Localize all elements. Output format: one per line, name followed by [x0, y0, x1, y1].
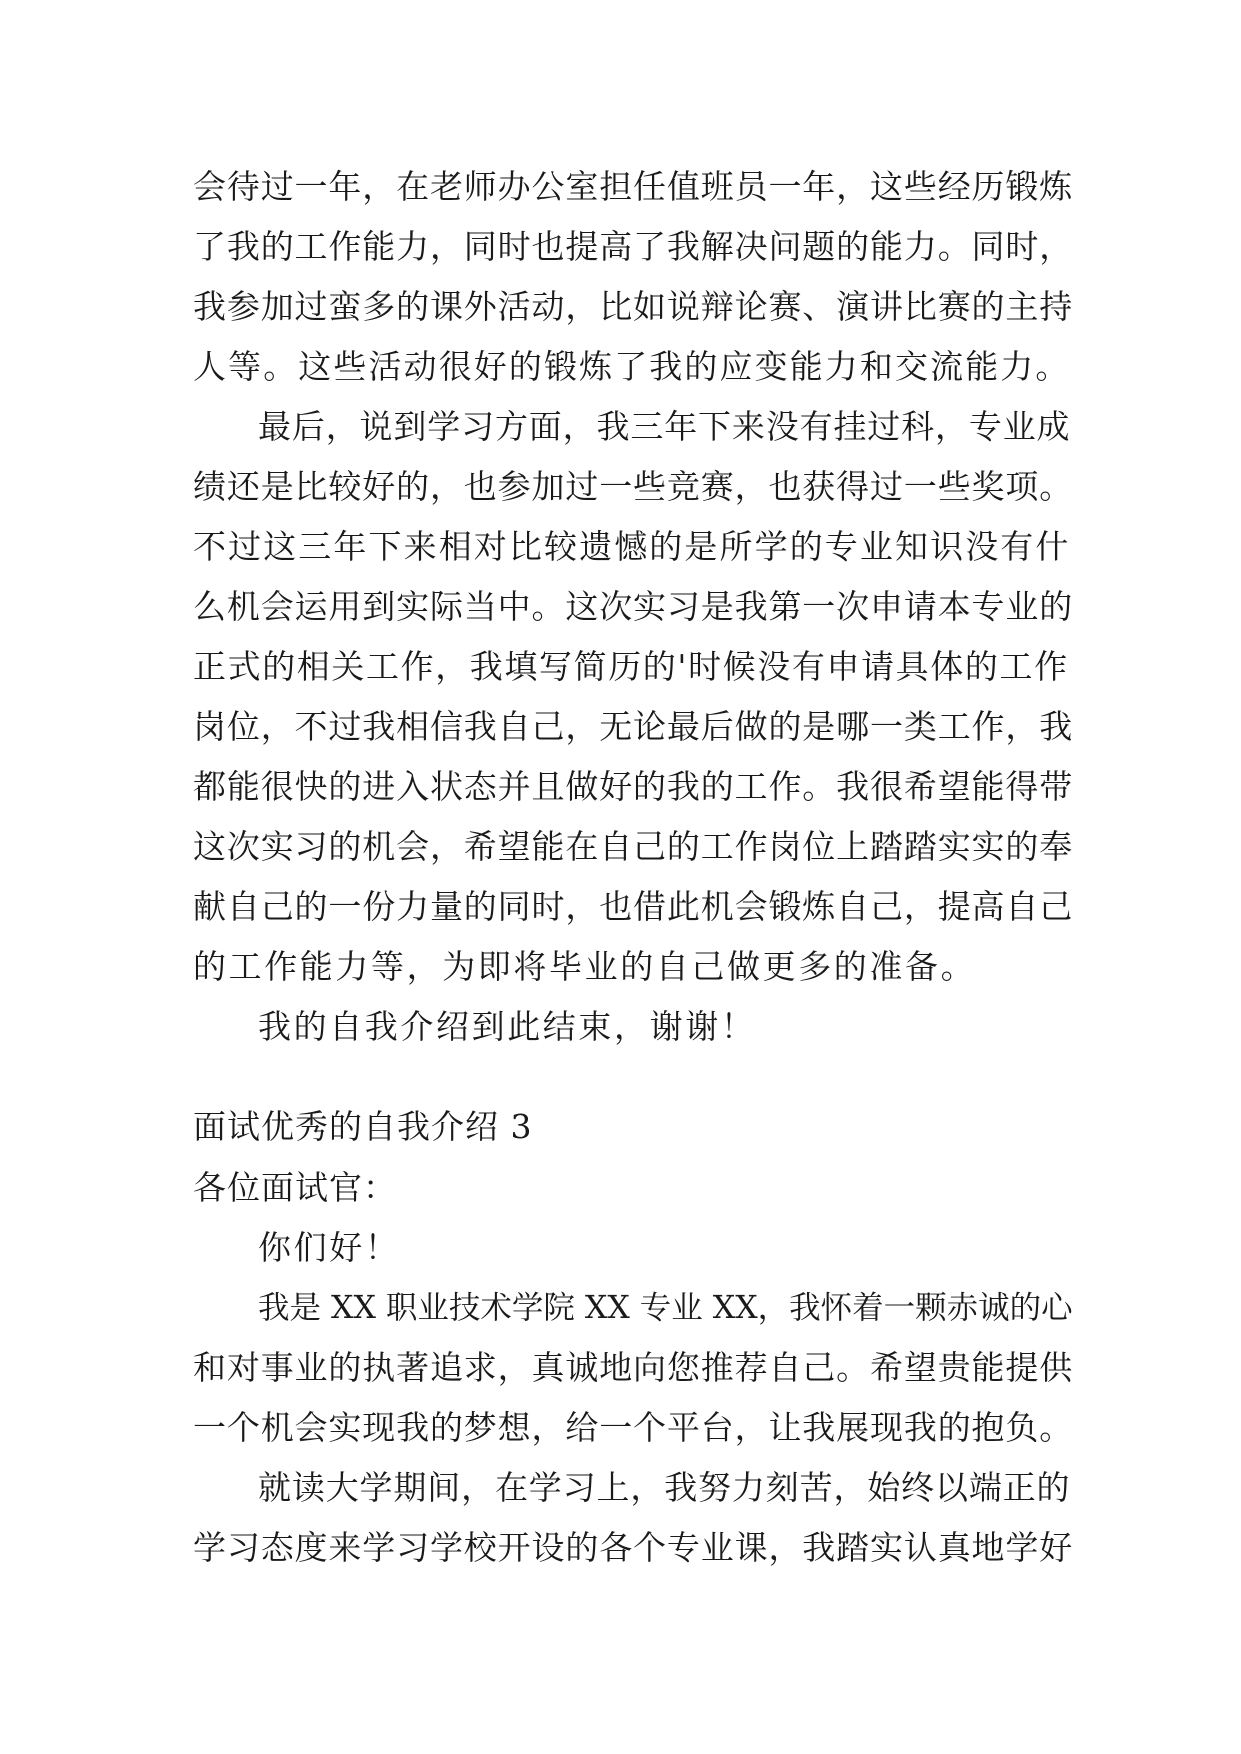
text-line: 我参加过蛮多的课外活动，比如说辩论赛、演讲比赛的主持 — [193, 287, 1074, 326]
section-heading: 面试优秀的自我介绍 3 — [193, 1107, 533, 1146]
salutation: 各位面试官： — [193, 1168, 397, 1207]
text-line: 这次实习的机会，希望能在自己的工作岗位上踏踏实实的奉 — [193, 827, 1074, 866]
text-line: 岗位，不过我相信我自己，无论最后做的是哪一类工作，我 — [193, 707, 1074, 746]
closing-line: 我的自我介绍到此结束，谢谢！ — [258, 1007, 757, 1046]
text-line: 人等。这些活动很好的锻炼了我的应变能力和交流能力。 — [193, 347, 1071, 386]
paragraph-start-line: 我是 XX 职业技术学院 XX 专业 XX，我怀着一颗赤诚的心 — [258, 1290, 1073, 1326]
text-line: 一个机会实现我的梦想，给一个平台，让我展现我的抱负。 — [193, 1408, 1074, 1447]
paragraph-start-line: 就读大学期间，在学习上，我努力刻苦，始终以端正的 — [258, 1468, 1071, 1507]
text-line: 正式的相关工作，我填写简历的'时候没有申请具体的工作 — [193, 647, 1069, 686]
text-line: 了我的工作能力，同时也提高了我解决问题的能力。同时， — [193, 227, 1074, 266]
text-line: 都能很快的进入状态并且做好的我的工作。我很希望能得带 — [193, 767, 1074, 806]
text-line: 么机会运用到实际当中。这次实习是我第一次申请本专业的 — [193, 587, 1074, 626]
text-line: 的工作能力等，为即将毕业的自己做更多的准备。 — [193, 947, 977, 986]
paragraph-start-line: 最后，说到学习方面，我三年下来没有挂过科，专业成 — [258, 407, 1071, 446]
text-line: 和对事业的执著追求，真诚地向您推荐自己。希望贵能提供 — [193, 1348, 1074, 1387]
text-line: 绩还是比较好的，也参加过一些竞赛，也获得过一些奖项。 — [193, 467, 1074, 506]
text-line: 不过这三年下来相对比较遗憾的是所学的专业知识没有什 — [193, 527, 1071, 566]
text-line: 献自己的一份力量的同时，也借此机会锻炼自己，提高自己 — [193, 887, 1074, 926]
greeting: 你们好！ — [258, 1228, 401, 1267]
text-line: 学习态度来学习学校开设的各个专业课，我踏实认真地学好 — [193, 1528, 1074, 1567]
text-line: 会待过一年，在老师办公室担任值班员一年，这些经历锻炼 — [193, 167, 1074, 206]
